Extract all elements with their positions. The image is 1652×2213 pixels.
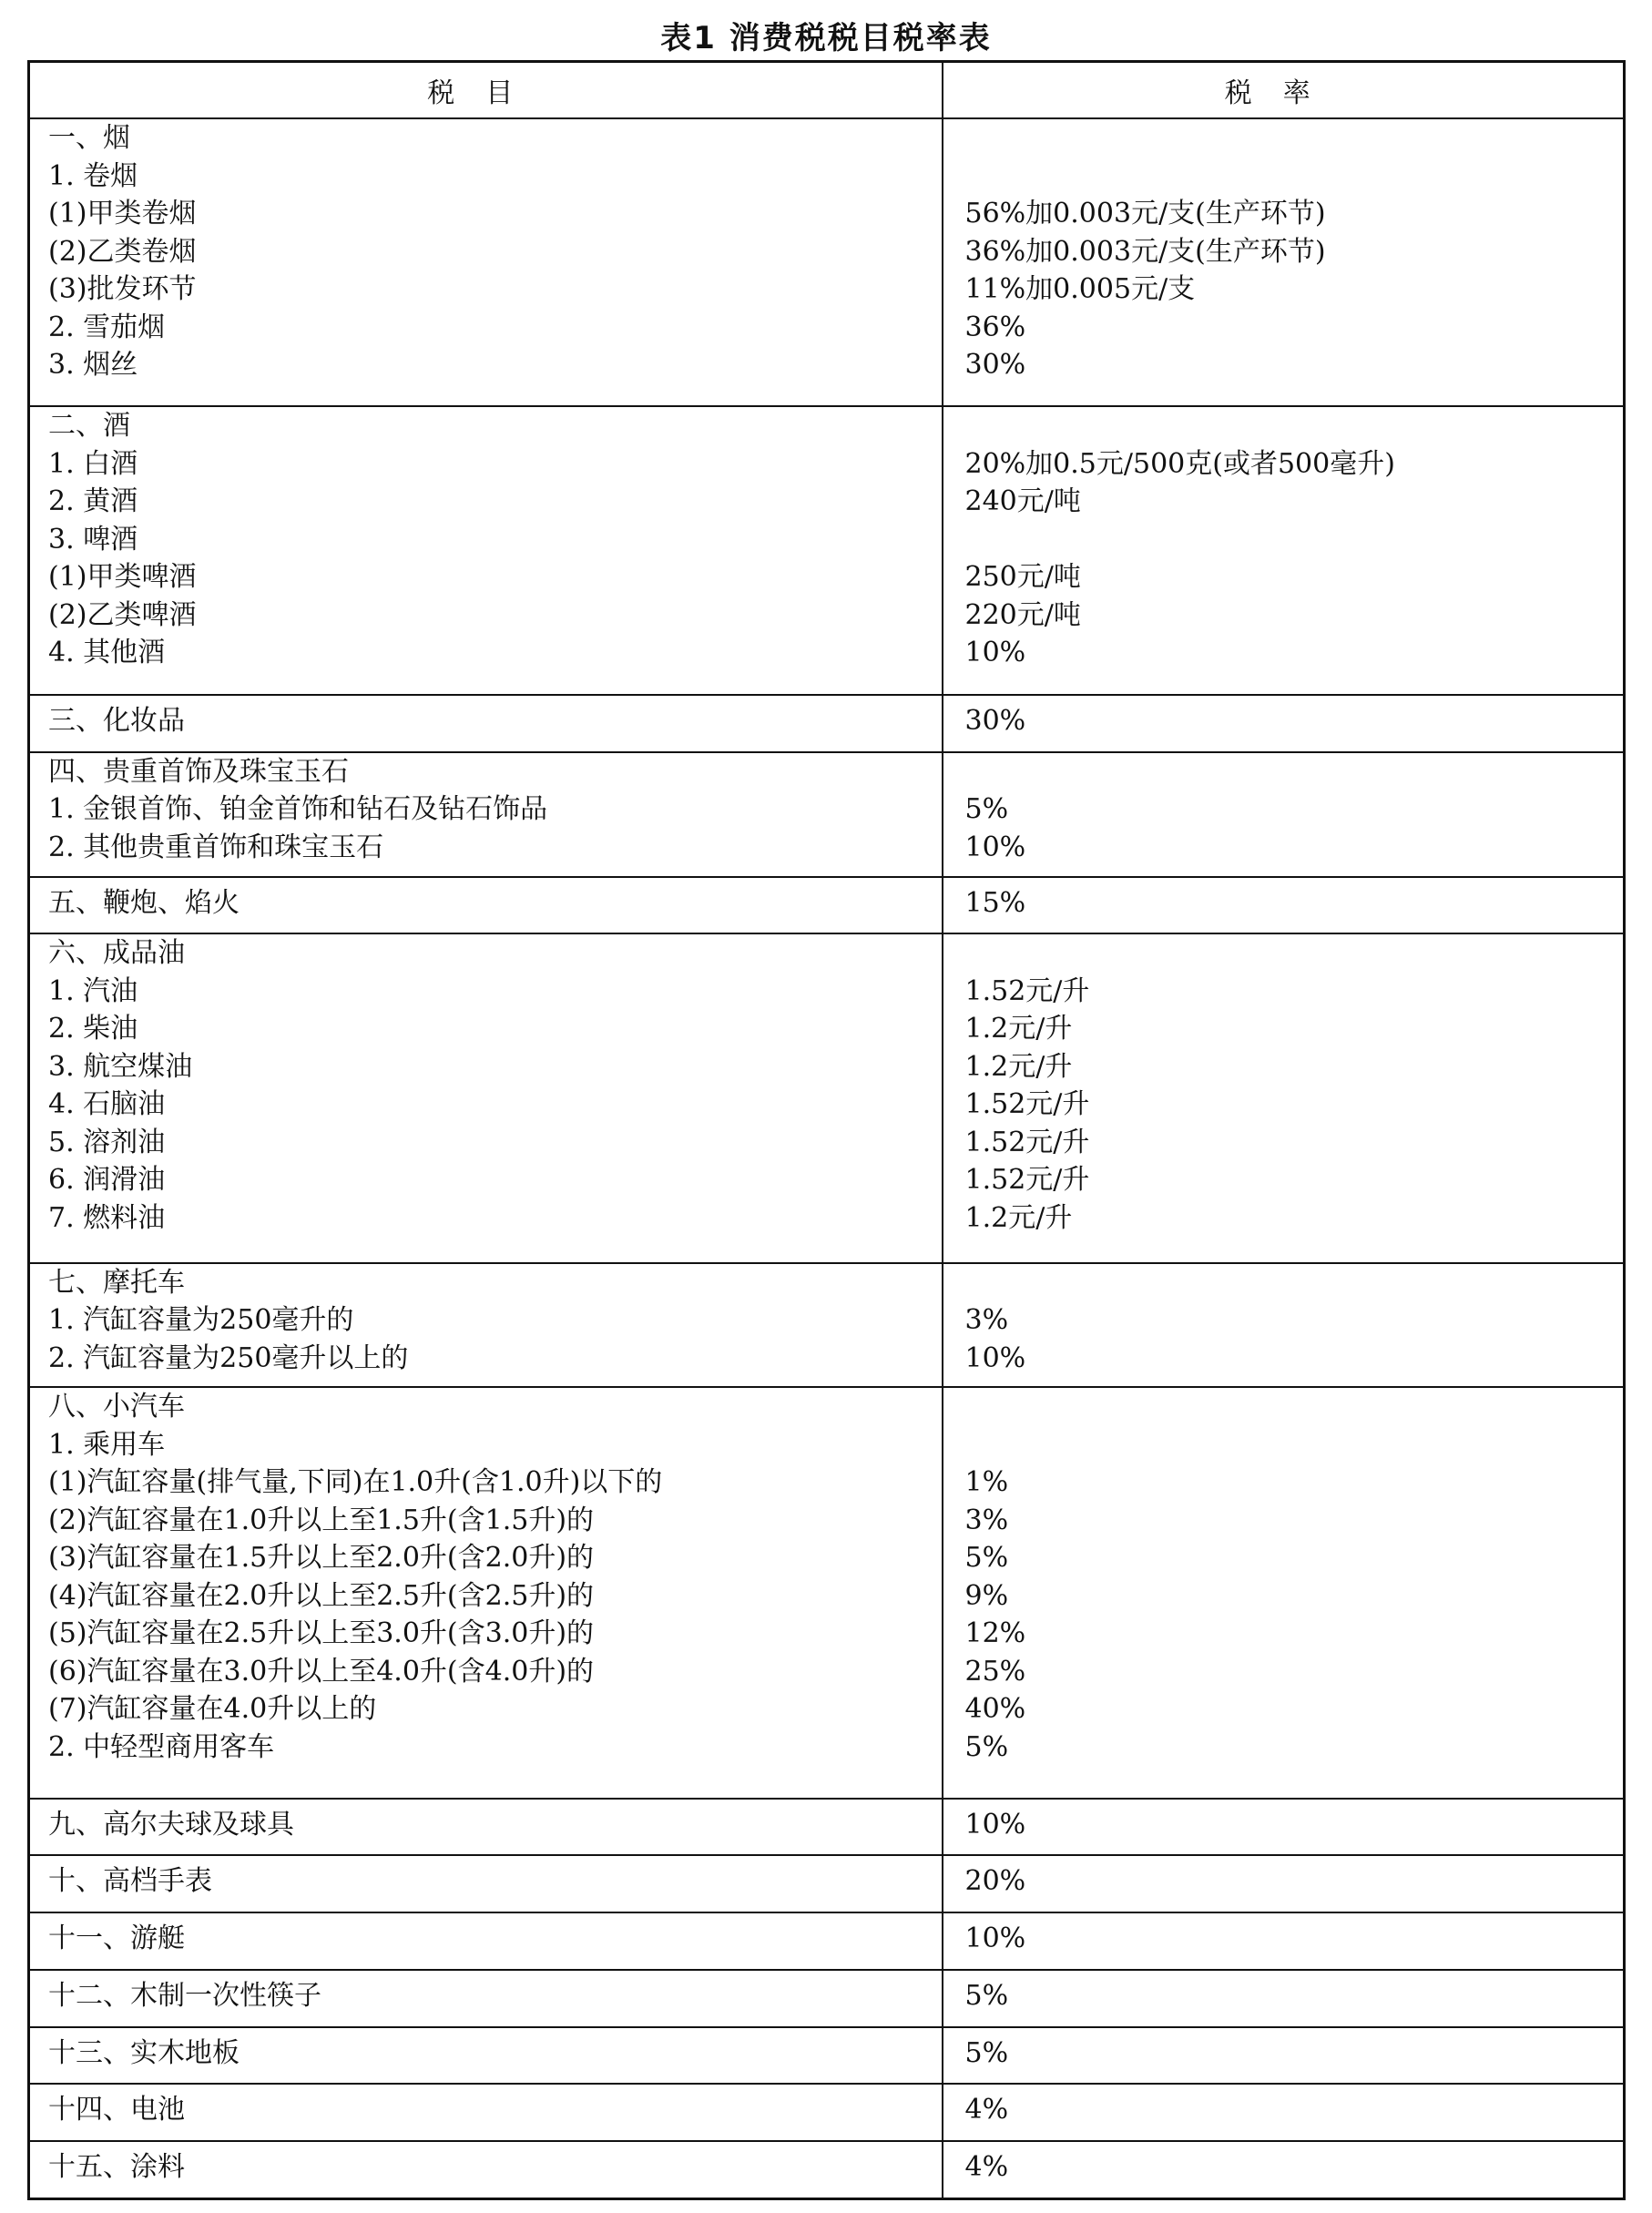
rate-line	[943, 753, 1624, 791]
header-row	[29, 62, 1625, 119]
table-row	[29, 2141, 1625, 2198]
item-line: 九、高尔夫球及球具	[48, 1808, 294, 1841]
item-cell	[29, 933, 943, 1262]
tax-rate-table	[27, 60, 1626, 2200]
rate-line: 56%加0.003元/支(生产环节)	[964, 198, 1326, 229]
rate-line	[943, 1426, 1624, 1464]
item-line: 四、贵重首饰及珠宝玉石	[48, 755, 349, 788]
rate-line: 40%	[964, 1693, 1026, 1726]
item-line: 十三、实木地板	[48, 2036, 240, 2069]
rate-cell	[943, 1970, 1625, 2027]
table-row	[29, 1970, 1625, 2027]
table-row	[29, 1387, 1625, 1798]
item-line: 六、成品油	[48, 937, 185, 970]
table-row	[29, 406, 1625, 694]
rate-line: 1.2元/升	[964, 1013, 1073, 1045]
item-cell	[29, 1799, 943, 1856]
table-row	[29, 2084, 1625, 2141]
rate-line: 5%	[964, 1979, 1009, 2012]
rate-cell	[943, 1263, 1625, 1388]
rate-line: 1.2元/升	[964, 1050, 1073, 1083]
item-line: (5)汽缸容量在2.5升以上至3.0升(含3.0升)的	[48, 1617, 595, 1650]
rate-line: 1.52元/升	[964, 974, 1090, 1007]
rate-cell	[943, 877, 1625, 934]
rate-line: 10%	[964, 637, 1026, 669]
item-line: 一、烟	[48, 122, 130, 154]
item-line: 3. 啤酒	[48, 523, 138, 556]
rate-line: 3%	[964, 1304, 1009, 1337]
header-item: 税目	[29, 62, 943, 119]
rate-cell	[943, 2084, 1625, 2141]
item-line: 十一、游艇	[48, 1922, 185, 1955]
rate-cell	[943, 2141, 1625, 2198]
item-line: 6. 润滑油	[48, 1164, 166, 1197]
rate-cell	[943, 1799, 1625, 1856]
rate-line: 5%	[964, 793, 1009, 826]
rate-line: 5%	[964, 1730, 1009, 1763]
rate-line: 3%	[964, 1504, 1009, 1536]
rate-line: 5%	[964, 1542, 1009, 1575]
item-line: (2)汽缸容量在1.0升以上至1.5升(含1.5升)的	[48, 1504, 595, 1536]
item-cell	[29, 1970, 943, 2027]
rate-line	[943, 1264, 1624, 1302]
item-line: (1)甲类卷烟	[48, 198, 197, 229]
item-line: 7. 燃料油	[48, 1201, 166, 1234]
item-line: (2)乙类卷烟	[48, 235, 197, 268]
item-line: 2. 汽缸容量为250毫升以上的	[48, 1341, 409, 1374]
rate-line: 36%	[964, 311, 1026, 343]
item-cell	[29, 2084, 943, 2141]
rate-line: 1.52元/升	[964, 1126, 1090, 1158]
rate-cell	[943, 406, 1625, 694]
table-row	[29, 933, 1625, 1262]
item-line: 3. 航空煤油	[48, 1050, 193, 1083]
rate-cell	[943, 118, 1625, 406]
rate-cell	[943, 933, 1625, 1262]
rate-line: 20%	[964, 1865, 1026, 1898]
rate-cell	[943, 1855, 1625, 1912]
item-line: 5. 溶剂油	[48, 1126, 166, 1158]
item-line: 二、酒	[48, 410, 130, 443]
item-line: 2. 柴油	[48, 1013, 138, 1045]
table-row	[29, 1263, 1625, 1388]
rate-line: 30%	[964, 704, 1026, 737]
rate-line: 15%	[964, 886, 1026, 919]
table-row	[29, 695, 1625, 752]
item-cell	[29, 752, 943, 877]
item-cell	[29, 877, 943, 934]
rate-cell	[943, 695, 1625, 752]
rate-line: 1.52元/升	[964, 1088, 1090, 1121]
item-line: 七、摩托车	[48, 1266, 185, 1299]
item-cell	[29, 2027, 943, 2085]
rate-line: 220元/吨	[964, 598, 1081, 631]
rate-line	[943, 407, 1624, 445]
rate-line: 30%	[964, 349, 1026, 381]
item-line: (3)汽缸容量在1.5升以上至2.0升(含2.0升)的	[48, 1542, 595, 1575]
rate-line: 11%加0.005元/支	[964, 273, 1196, 305]
rate-line	[943, 521, 1624, 559]
rate-line: 10%	[964, 1341, 1026, 1374]
item-line: 4. 石脑油	[48, 1088, 166, 1121]
item-line: 1. 金银首饰、铂金首饰和钻石及钻石饰品	[48, 793, 548, 826]
rate-line	[943, 119, 1624, 158]
rate-line: 10%	[964, 1808, 1026, 1841]
item-line: 2. 其他贵重首饰和珠宝玉石	[48, 831, 384, 863]
rate-line: 10%	[964, 831, 1026, 863]
item-line: 1. 汽缸容量为250毫升的	[48, 1304, 354, 1337]
item-line: 3. 烟丝	[48, 349, 138, 381]
item-cell	[29, 1387, 943, 1798]
table-row	[29, 752, 1625, 877]
rate-line: 1%	[964, 1466, 1009, 1499]
item-line: 三、化妆品	[48, 704, 185, 737]
item-line: 1. 白酒	[48, 447, 138, 480]
rate-line: 240元/吨	[964, 485, 1081, 518]
rate-line: 25%	[964, 1655, 1026, 1688]
item-line: 2. 黄酒	[48, 485, 138, 518]
rate-line: 4%	[964, 2094, 1009, 2126]
rate-cell	[943, 752, 1625, 877]
item-line: 八、小汽车	[48, 1391, 185, 1423]
item-line: 1. 卷烟	[48, 159, 138, 192]
item-cell	[29, 1855, 943, 1912]
item-line: 五、鞭炮、焰火	[48, 886, 240, 919]
item-line: 十四、电池	[48, 2094, 185, 2126]
rate-cell	[943, 1387, 1625, 1798]
table-row	[29, 1855, 1625, 1912]
table-row	[29, 1912, 1625, 1970]
item-cell	[29, 1912, 943, 1970]
item-cell	[29, 118, 943, 406]
rate-line: 10%	[964, 1922, 1026, 1955]
rate-line	[943, 1388, 1624, 1426]
item-line: (3)批发环节	[48, 273, 197, 305]
item-line: 十二、木制一次性筷子	[48, 1979, 321, 2012]
header-rate: 税率	[943, 62, 1625, 119]
table-row	[29, 1799, 1625, 1856]
table-title: 表1 消费税税目税率表	[660, 20, 992, 56]
rate-cell	[943, 2027, 1625, 2085]
item-cell	[29, 2141, 943, 2198]
item-line: 1. 乘用车	[48, 1428, 166, 1461]
rate-line: 20%加0.5元/500克(或者500毫升)	[964, 447, 1395, 480]
item-line: (6)汽缸容量在3.0升以上至4.0升(含4.0升)的	[48, 1655, 595, 1688]
rate-line: 36%加0.003元/支(生产环节)	[964, 235, 1326, 268]
item-line: (1)汽缸容量(排气量,下同)在1.0升(含1.0升)以下的	[48, 1466, 663, 1499]
item-line: 1. 汽油	[48, 974, 138, 1007]
item-line: 2. 中轻型商用客车	[48, 1730, 275, 1763]
rate-line: 4%	[964, 2151, 1009, 2184]
rate-line: 1.2元/升	[964, 1201, 1073, 1234]
item-cell	[29, 1263, 943, 1388]
table-row	[29, 2027, 1625, 2085]
item-line: (4)汽缸容量在2.0升以上至2.5升(含2.5升)的	[48, 1579, 595, 1612]
rate-line: 1.52元/升	[964, 1164, 1090, 1197]
rate-line: 9%	[964, 1579, 1009, 1612]
rate-line	[943, 158, 1624, 196]
table-row	[29, 877, 1625, 934]
item-cell	[29, 406, 943, 694]
item-line: 4. 其他酒	[48, 637, 166, 669]
rate-line: 5%	[964, 2036, 1009, 2069]
table-row	[29, 118, 1625, 406]
rate-line: 12%	[964, 1617, 1026, 1650]
rate-line: 250元/吨	[964, 561, 1081, 594]
item-line: 十、高档手表	[48, 1865, 212, 1898]
rate-cell	[943, 1912, 1625, 1970]
item-line: (2)乙类啤酒	[48, 598, 197, 631]
item-cell	[29, 695, 943, 752]
item-line: (1)甲类啤酒	[48, 561, 197, 594]
item-line: 十五、涂料	[48, 2151, 185, 2184]
rate-line	[943, 934, 1624, 973]
item-line: (7)汽缸容量在4.0升以上的	[48, 1693, 377, 1726]
item-line: 2. 雪茄烟	[48, 311, 166, 343]
